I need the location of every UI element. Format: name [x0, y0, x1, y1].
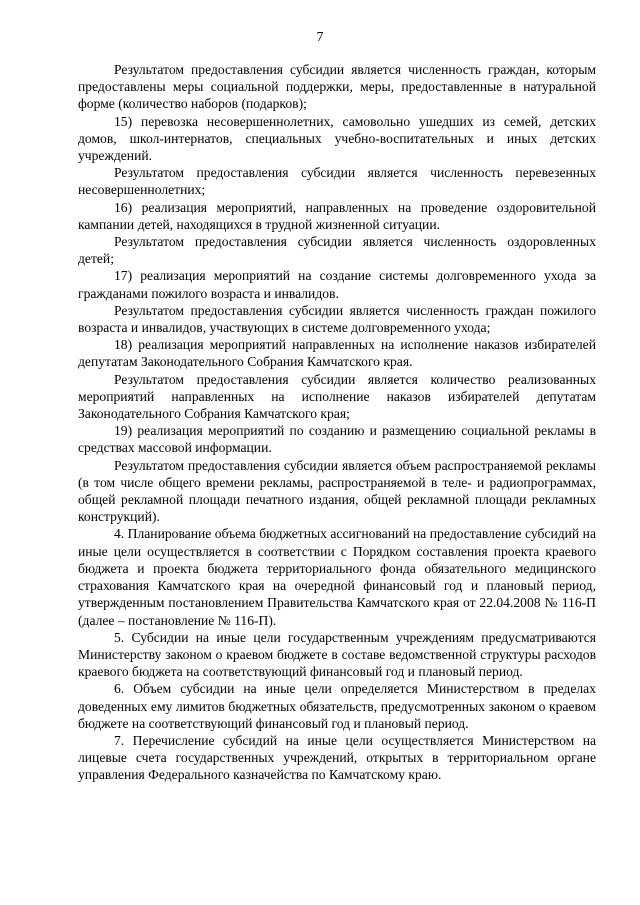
paragraph-result-advertising-volume: Результатом предоставления субсидии является объем распространяемой рекламы (в том числе общего времени рекламы, распространяемой в теле- и радиопрограммах, общей рекламной площади печатного издания, общей рекламной площади рекламных конструкций). [78, 457, 596, 525]
paragraph-section-4: 4. Планирование объема бюджетных ассигнований на предоставление субсидий на иные цели осуществляется в соответствии с Порядком составления проекта краевого бюджета и проекта бюджета территориального фонда обязательного медицинского страхования Камчатского края на очередной финансовый год и плановый период, утвержденным постановлением Правительства Камчатского края от 22.04.2008 № 116-П (далее – постановление № 116-П). [78, 526, 596, 628]
paragraph-result-transported-minors: Результатом предоставления субсидии является численность перевезенных несовершеннолетних; [78, 165, 596, 198]
paragraph-section-6: 6. Объем субсидии на иные цели определяется Министерством в пределах доведенных ему лимитов бюджетных обязательств, предусмотренных законом о краевом бюджете на соответствующий финансовый год и плановый период. [78, 681, 596, 731]
paragraph-result-voter-mandates: Результатом предоставления субсидии является количество реализованных мероприятий направленных на исполнение наказов избирателей депутатам Законодательного Собрания Камчатского края; [78, 371, 596, 422]
paragraph-item-15: 15) перевозка несовершеннолетних, самовольно ушедших из семей, детских домов, школ-интернатов, специальных учебно-воспитательных и иных детских учреждений. [78, 113, 596, 164]
paragraph-item-19: 19) реализация мероприятий по созданию и размещению социальной рекламы в средствах массовой информации. [78, 423, 596, 456]
paragraph-item-18: 18) реализация мероприятий направленных на исполнение наказов избирателей депутатам Законодательного Собрания Камчатского края. [78, 337, 596, 370]
document-body [78, 61, 596, 784]
paragraph-section-5: 5. Субсидии на иные цели государственным учреждениям предусматриваются Министерству законом о краевом бюджете в составе ведомственной структуры расходов краевого бюджета на соответствующий финансовый год и плановый период. [78, 629, 596, 680]
paragraph-item-17: 17) реализация мероприятий на создание системы долговременного ухода за гражданами пожилого возраста и инвалидов. [78, 268, 596, 301]
paragraph-section-7: 7. Перечисление субсидий на иные цели осуществляется Министерством на лицевые счета государственных учреждений, открытых в территориальном органе управления Федерального казначейства по Камчатскому краю. [78, 732, 596, 783]
paragraph-result-children-recovered: Результатом предоставления субсидии является численность оздоровленных детей; [78, 234, 596, 267]
paragraph-result-social-support: Результатом предоставления субсидии является численность граждан, которым предоставлены меры социальной поддержки, меры, предоставленные в натуральной форме (количество наборов (подарков); [78, 62, 596, 112]
paragraph-result-long-term-care: Результатом предоставления субсидии является численность граждан пожилого возраста и инвалидов, участвующих в системе долговременного ухода; [78, 302, 596, 336]
page-number: 7 [316, 30, 324, 45]
paragraph-item-16: 16) реализация мероприятий, направленных на проведение оздоровительной кампании детей, находящихся в трудной жизненной ситуации. [78, 199, 596, 232]
